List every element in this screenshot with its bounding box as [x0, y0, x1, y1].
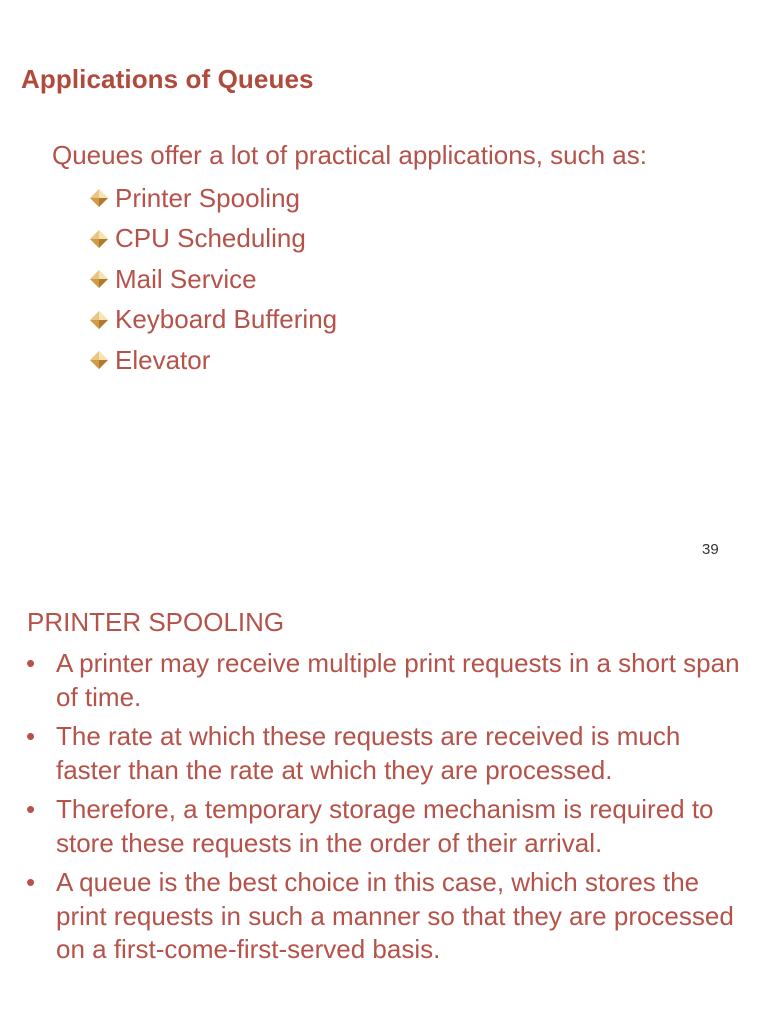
- list-item: [88, 259, 337, 300]
- diamond-bullet-icon: [88, 309, 110, 331]
- list-item: [88, 178, 337, 219]
- diamond-bullet-icon: [88, 228, 110, 250]
- list-item-label: Keyboard Buffering: [115, 304, 338, 335]
- bullet-list: [26, 647, 746, 973]
- bullet-text: The rate at which these requests are received is much faster than the rate at which they are processed.: [56, 721, 681, 785]
- slide-title: Applications of Queues: [21, 64, 314, 94]
- list-item-label: CPU Scheduling: [115, 223, 306, 254]
- list-item: [26, 647, 746, 714]
- bullet-text: A queue is the best choice in this case, which stores the print requests in such a manner so that they are processed on a first-come-first-served basis.: [56, 867, 734, 964]
- list-item: [26, 793, 746, 860]
- section-heading: PRINTER SPOOLING: [27, 607, 285, 637]
- list-item-label: Printer Spooling: [115, 182, 300, 213]
- diamond-bullet-icon: [88, 349, 110, 371]
- slide-intro-text: Queues offer a lot of practical applications, such as:: [52, 140, 647, 170]
- bullet-dot-icon: •: [26, 794, 36, 824]
- diamond-bullet-icon: [88, 268, 110, 290]
- list-item: [26, 720, 746, 787]
- bullet-dot-icon: •: [26, 721, 36, 751]
- list-item: [26, 866, 746, 967]
- list-item: [88, 300, 337, 341]
- bullet-text: Therefore, a temporary storage mechanism is required to store these requests in the order of their arrival.: [56, 794, 714, 858]
- list-item-label: Elevator: [115, 344, 211, 375]
- applications-list: [88, 178, 337, 381]
- bullet-text: A printer may receive multiple print requests in a short span of time.: [56, 648, 740, 712]
- list-item: [88, 340, 337, 381]
- bullet-dot-icon: •: [26, 867, 36, 897]
- list-item-label: Mail Service: [115, 263, 257, 294]
- list-item: [88, 219, 337, 260]
- page-number: 39: [702, 541, 719, 558]
- diamond-bullet-icon: [88, 187, 110, 209]
- bullet-dot-icon: •: [26, 648, 36, 678]
- slide-printer-spooling: [0, 585, 768, 1024]
